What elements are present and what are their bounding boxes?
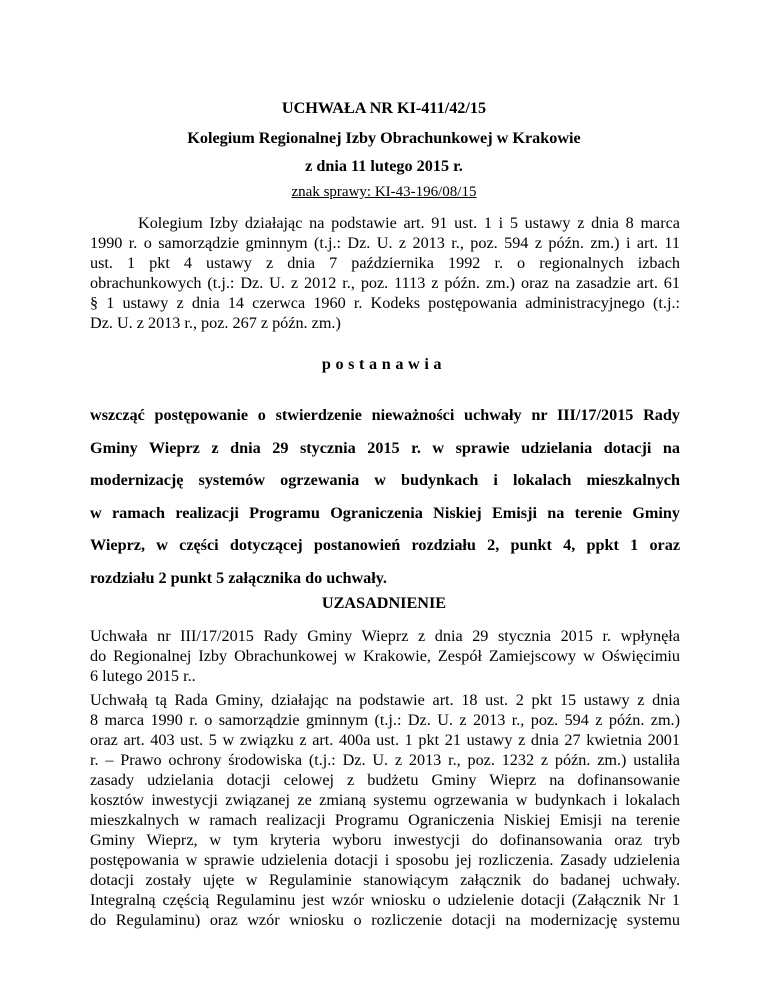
- decision-line: modernizację systemów ogrzewania w budynkach i lokalach mieszkalnych: [90, 471, 680, 489]
- paragraph-line: 6 lutego 2015 r..: [90, 667, 196, 685]
- justification-heading: UZASADNIENIE: [321, 594, 447, 612]
- decision-line: rozdziału 2 punkt 5 załącznika do uchwały.: [90, 568, 387, 587]
- intro-line: ust. 1 pkt 4 ustawy z dnia 7 października 1992 r. o regionalnych izbach: [90, 254, 680, 272]
- intro-paragraph: [90, 213, 680, 333]
- decision-line: Gminy Wieprz z dnia 29 stycznia 2015 r. w sprawie udzielania dotacji na: [90, 438, 680, 457]
- case-reference: znak sprawy: KI-43-196/08/15: [291, 184, 477, 200]
- paragraph-line: mieszkalnych w ramach realizacji Programu Ograniczenia Niskiej Emisji na terenie: [90, 811, 680, 829]
- intro-line: § 1 ustawy z dnia 14 czerwca 1960 r. Kodeks postępowania administracyjnego (t.j.:: [90, 294, 680, 312]
- resolution-date: z dnia 11 lutego 2015 r.: [305, 157, 463, 175]
- paragraph-line: oraz art. 403 ust. 5 w związku z art. 400a ust. 1 pkt 21 ustawy z dnia 27 kwietnia 2001: [90, 731, 680, 749]
- paragraph-line: Uchwałą tą Rada Gminy, działając na podstawie art. 18 ust. 2 pkt 15 ustawy z dnia: [90, 691, 680, 709]
- paragraph-line: kosztów inwestycji związanej ze zmianą systemu ogrzewania w budynkach i lokalach: [90, 791, 680, 809]
- resolution-title: UCHWAŁA NR KI-411/42/15: [281, 99, 487, 117]
- paragraph-line: Gminy Wieprz, w tym kryteria wyboru inwestycji do dofinansowania oraz tryb: [90, 831, 680, 849]
- intro-line: 1990 r. o samorządzie gminnym (t.j.: Dz. U. z 2013 r., poz. 594 z późn. zm.) i art. 11: [90, 234, 680, 252]
- decision-line: wszcząć postępowanie o stwierdzenie nieważności uchwały nr III/17/2015 Rady: [90, 406, 680, 424]
- paragraph-line: zasady udzielania dotacji celowej z budżetu Gminy Wieprz na dofinansowanie: [90, 771, 680, 789]
- paragraph-line: do Regulaminu) oraz wzór wniosku o rozliczenie dotacji na modernizację systemu: [90, 911, 680, 929]
- decision-paragraph: [90, 399, 680, 594]
- justification-paragraph-2: [90, 690, 680, 930]
- justification-paragraph-1: [90, 626, 680, 686]
- paragraph-line: r. – Prawo ochrony środowiska (t.j.: Dz. U. z 2013 r., poz. 1232 z późn. zm.) ustaliła: [90, 751, 680, 769]
- paragraph-line: Integralną częścią Regulaminu jest wzór wniosku o udzielenie dotacji (Załącznik Nr 1: [90, 891, 680, 909]
- paragraph-line: 8 marca 1990 r. o samorządzie gminnym (t.j.: Dz. U. z 2013 r., poz. 594 z późn. zm.): [90, 711, 680, 729]
- issuer-name: Kolegium Regionalnej Izby Obrachunkowej w Krakowie: [187, 129, 581, 147]
- paragraph-line: postępowania w sprawie udzielenia dotacji i sposobu jej rozliczenia. Zasady udzielenia: [90, 851, 680, 869]
- decision-line: w ramach realizacji Programu Ograniczenia Niskiej Emisji na terenie Gminy: [90, 503, 680, 522]
- paragraph-line: do Regionalnej Izby Obrachunkowej w Krakowie, Zespół Zamiejscowy w Oświęcimiu: [90, 647, 680, 665]
- decision-word: postanawia: [321, 355, 447, 373]
- decision-line: Wieprz, w części dotyczącej postanowień rozdziału 2, punkt 4, ppkt 1 oraz: [90, 536, 680, 554]
- intro-line: obrachunkowych (t.j.: Dz. U. z 2012 r., poz. 1113 z późn. zm.) oraz na zasadzie art. 61: [90, 274, 680, 292]
- paragraph-line: Uchwała nr III/17/2015 Rady Gminy Wieprz z dnia 29 stycznia 2015 r. wpłynęła: [90, 627, 680, 645]
- intro-line: Dz. U. z 2013 r., poz. 267 z późn. zm.): [90, 314, 341, 332]
- intro-line: Kolegium Izby działając na podstawie art. 91 ust. 1 i 5 ustawy z dnia 8 marca: [138, 214, 680, 232]
- paragraph-line: dotacji zostały ujęte w Regulaminie stanowiącym załącznik do badanej uchwały.: [90, 871, 680, 889]
